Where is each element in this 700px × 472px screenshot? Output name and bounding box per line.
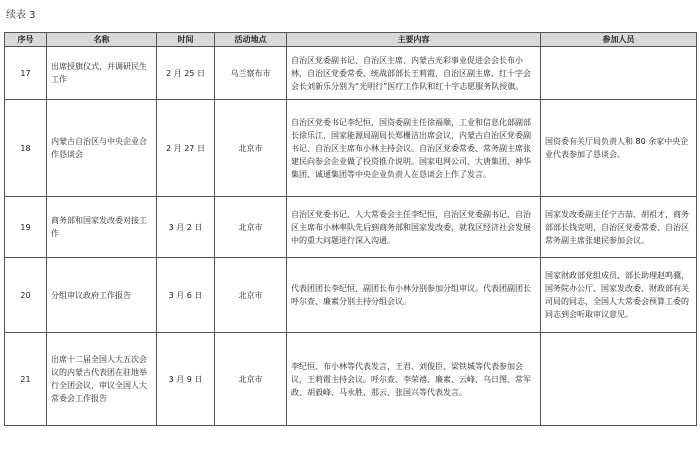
- cell-participants: [541, 333, 697, 426]
- cell-name: 分组审议政府工作报告: [47, 258, 157, 333]
- cell-name: 内蒙古自治区与中央企业合作恳谈会: [47, 100, 157, 197]
- table-caption: 续表 3: [6, 10, 36, 21]
- cell-time: 3 月 6 日: [157, 258, 215, 333]
- cell-participants: [541, 47, 697, 100]
- cell-place: 北京市: [215, 100, 287, 197]
- header-no: 序号: [5, 33, 47, 47]
- cell-place: 乌兰察布市: [215, 47, 287, 100]
- header-content: 主要内容: [287, 33, 541, 47]
- header-name: 名称: [47, 33, 157, 47]
- cell-participants: 国资委有关厅局负责人和 80 余家中央企业代表参加了恳谈会。: [541, 100, 697, 197]
- cell-no: 20: [5, 258, 47, 333]
- cell-content: 自治区党委副书记、自治区主席、内蒙古光彩事业促进会会长布小林，自治区党委常委、统战部部长王莉霞，自治区副主席、红十字会会长刘新乐分别为“光明行”医疗工作队和红十字志愿服务队授旗。: [287, 47, 541, 100]
- cell-place: 北京市: [215, 197, 287, 258]
- cell-time: 2 月 27 日: [157, 100, 215, 197]
- table-row: [5, 47, 697, 100]
- cell-no: 21: [5, 333, 47, 426]
- cell-content: 自治区党委书记李纪恒，国资委副主任徐福顺，工业和信息化部副部长徐乐江，国家能源局副局长郑栅洁出席会议，内蒙古自治区党委副书记、自治区主席布小林主持会议。自治区党委常委、常务副主席张建民向参会企业做了投资推介说明。国家电网公司、大唐集团、神华集团、诚通集团等中央企业负责人在恳谈会上作了发言。: [287, 100, 541, 197]
- cell-participants: 国家发改委副主任宁吉喆、胡祖才，商务部部长钱克明，自治区党委常委、自治区常务副主席张建民参加会议。: [541, 197, 697, 258]
- cell-place: 北京市: [215, 333, 287, 426]
- cell-time: 3 月 2 日: [157, 197, 215, 258]
- header-time: 时间: [157, 33, 215, 47]
- cell-time: 3 月 9 日: [157, 333, 215, 426]
- cell-no: 18: [5, 100, 47, 197]
- cell-name: 出席授旗仪式，并调研民生工作: [47, 47, 157, 100]
- cell-place: 北京市: [215, 258, 287, 333]
- activity-table: [4, 32, 697, 426]
- cell-name: 出席十二届全国人大五次会议的内蒙古代表团在驻地举行全团会议，审议全国人大常委会工作报告: [47, 333, 157, 426]
- table-row: [5, 100, 697, 197]
- table-row: [5, 258, 697, 333]
- table-row: [5, 197, 697, 258]
- table-row: [5, 333, 697, 426]
- header-place: 活动地点: [215, 33, 287, 47]
- cell-participants: 国家财政部党组成员、部长助理赵鸣骥，国务院办公厅、国家发改委、财政部有关司局的同志，全国人大常委会预算工委的同志到会听取审议意见。: [541, 258, 697, 333]
- cell-content: 自治区党委书记、人大常委会主任李纪恒，自治区党委副书记、自治区主席布小林率队先后到商务部和国家发改委，就我区经济社会发展中的重大问题进行深入沟通。: [287, 197, 541, 258]
- cell-content: 李纪恒、布小林等代表发言，王君、刘俊臣、梁铁城等代表参加会议，王莉霞主持会议。呼尔查、李荣禧、廉素、云峰、乌日图、常军政、胡毅峰、马永胜、那云、张国兴等代表发言。: [287, 333, 541, 426]
- cell-name: 商务部和国家发改委对接工作: [47, 197, 157, 258]
- cell-time: 2 月 25 日: [157, 47, 215, 100]
- header-participants: 参加人员: [541, 33, 697, 47]
- table-header-row: [5, 33, 697, 47]
- cell-no: 17: [5, 47, 47, 100]
- cell-content: 代表团团长李纪恒、副团长布小林分别参加分组审议。代表团副团长呼尔查、廉素分别主持分组会议。: [287, 258, 541, 333]
- cell-no: 19: [5, 197, 47, 258]
